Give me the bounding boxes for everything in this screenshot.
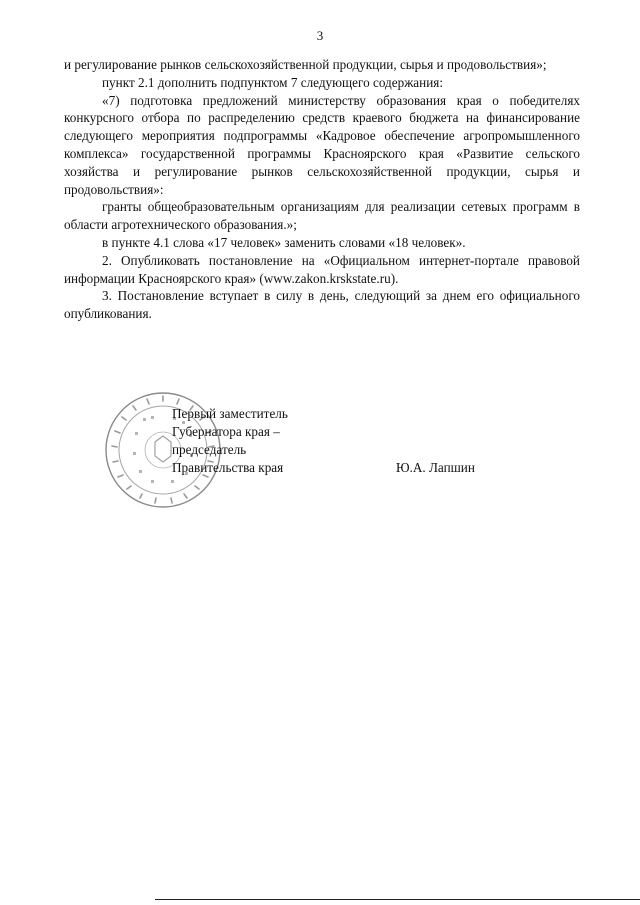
signer-name: Ю.А. Лапшин xyxy=(396,460,475,475)
paragraph-publish: 2. Опубликовать постановление на «Официальном интернет-портале правовой информации Красноярского края» (www.zakon.krskstate.ru). xyxy=(64,252,580,286)
signer-title-line: председатель xyxy=(172,442,247,457)
paragraph-effective: 3. Постановление вступает в силу в день, следующий за днем его официального опубликования. xyxy=(64,288,580,322)
page-number: 3 xyxy=(316,28,324,43)
paragraph-grants: гранты общеобразовательным организациям для реализации сетевых программ в области агротехнического образования.»; xyxy=(64,199,580,233)
paragraph-subpoint-7: «7) подготовка предложений министерству образования края о победителях конкурсного отбора по распределению средств краевого бюджета на финансирование следующего мероприятия подпрограммы «Кадровое обеспечение агропромышленного комплекса» государственной программы Красноярского края «Развитие сельского хозяйства и регулирование рынков сельскохозяйственной продукции, сырья и продовольствия»: xyxy=(64,92,580,197)
signature-block xyxy=(172,405,288,477)
signer-title-line: Губернатора края – xyxy=(172,424,280,439)
signer-title-line: Первый заместитель xyxy=(172,406,288,421)
paragraph-point-2-1: пункт 2.1 дополнить подпунктом 7 следующего содержания: xyxy=(102,74,443,90)
document-body xyxy=(64,56,580,323)
signer-title-line: Правительства края xyxy=(172,460,284,475)
paragraph-point-4-1: в пункте 4.1 слова «17 человек» заменить словами «18 человек». xyxy=(102,234,466,250)
paragraph-continuation: и регулирование рынков сельскохозяйственной продукции, сырья и продовольствия»; xyxy=(64,57,547,72)
bottom-divider xyxy=(155,899,640,900)
